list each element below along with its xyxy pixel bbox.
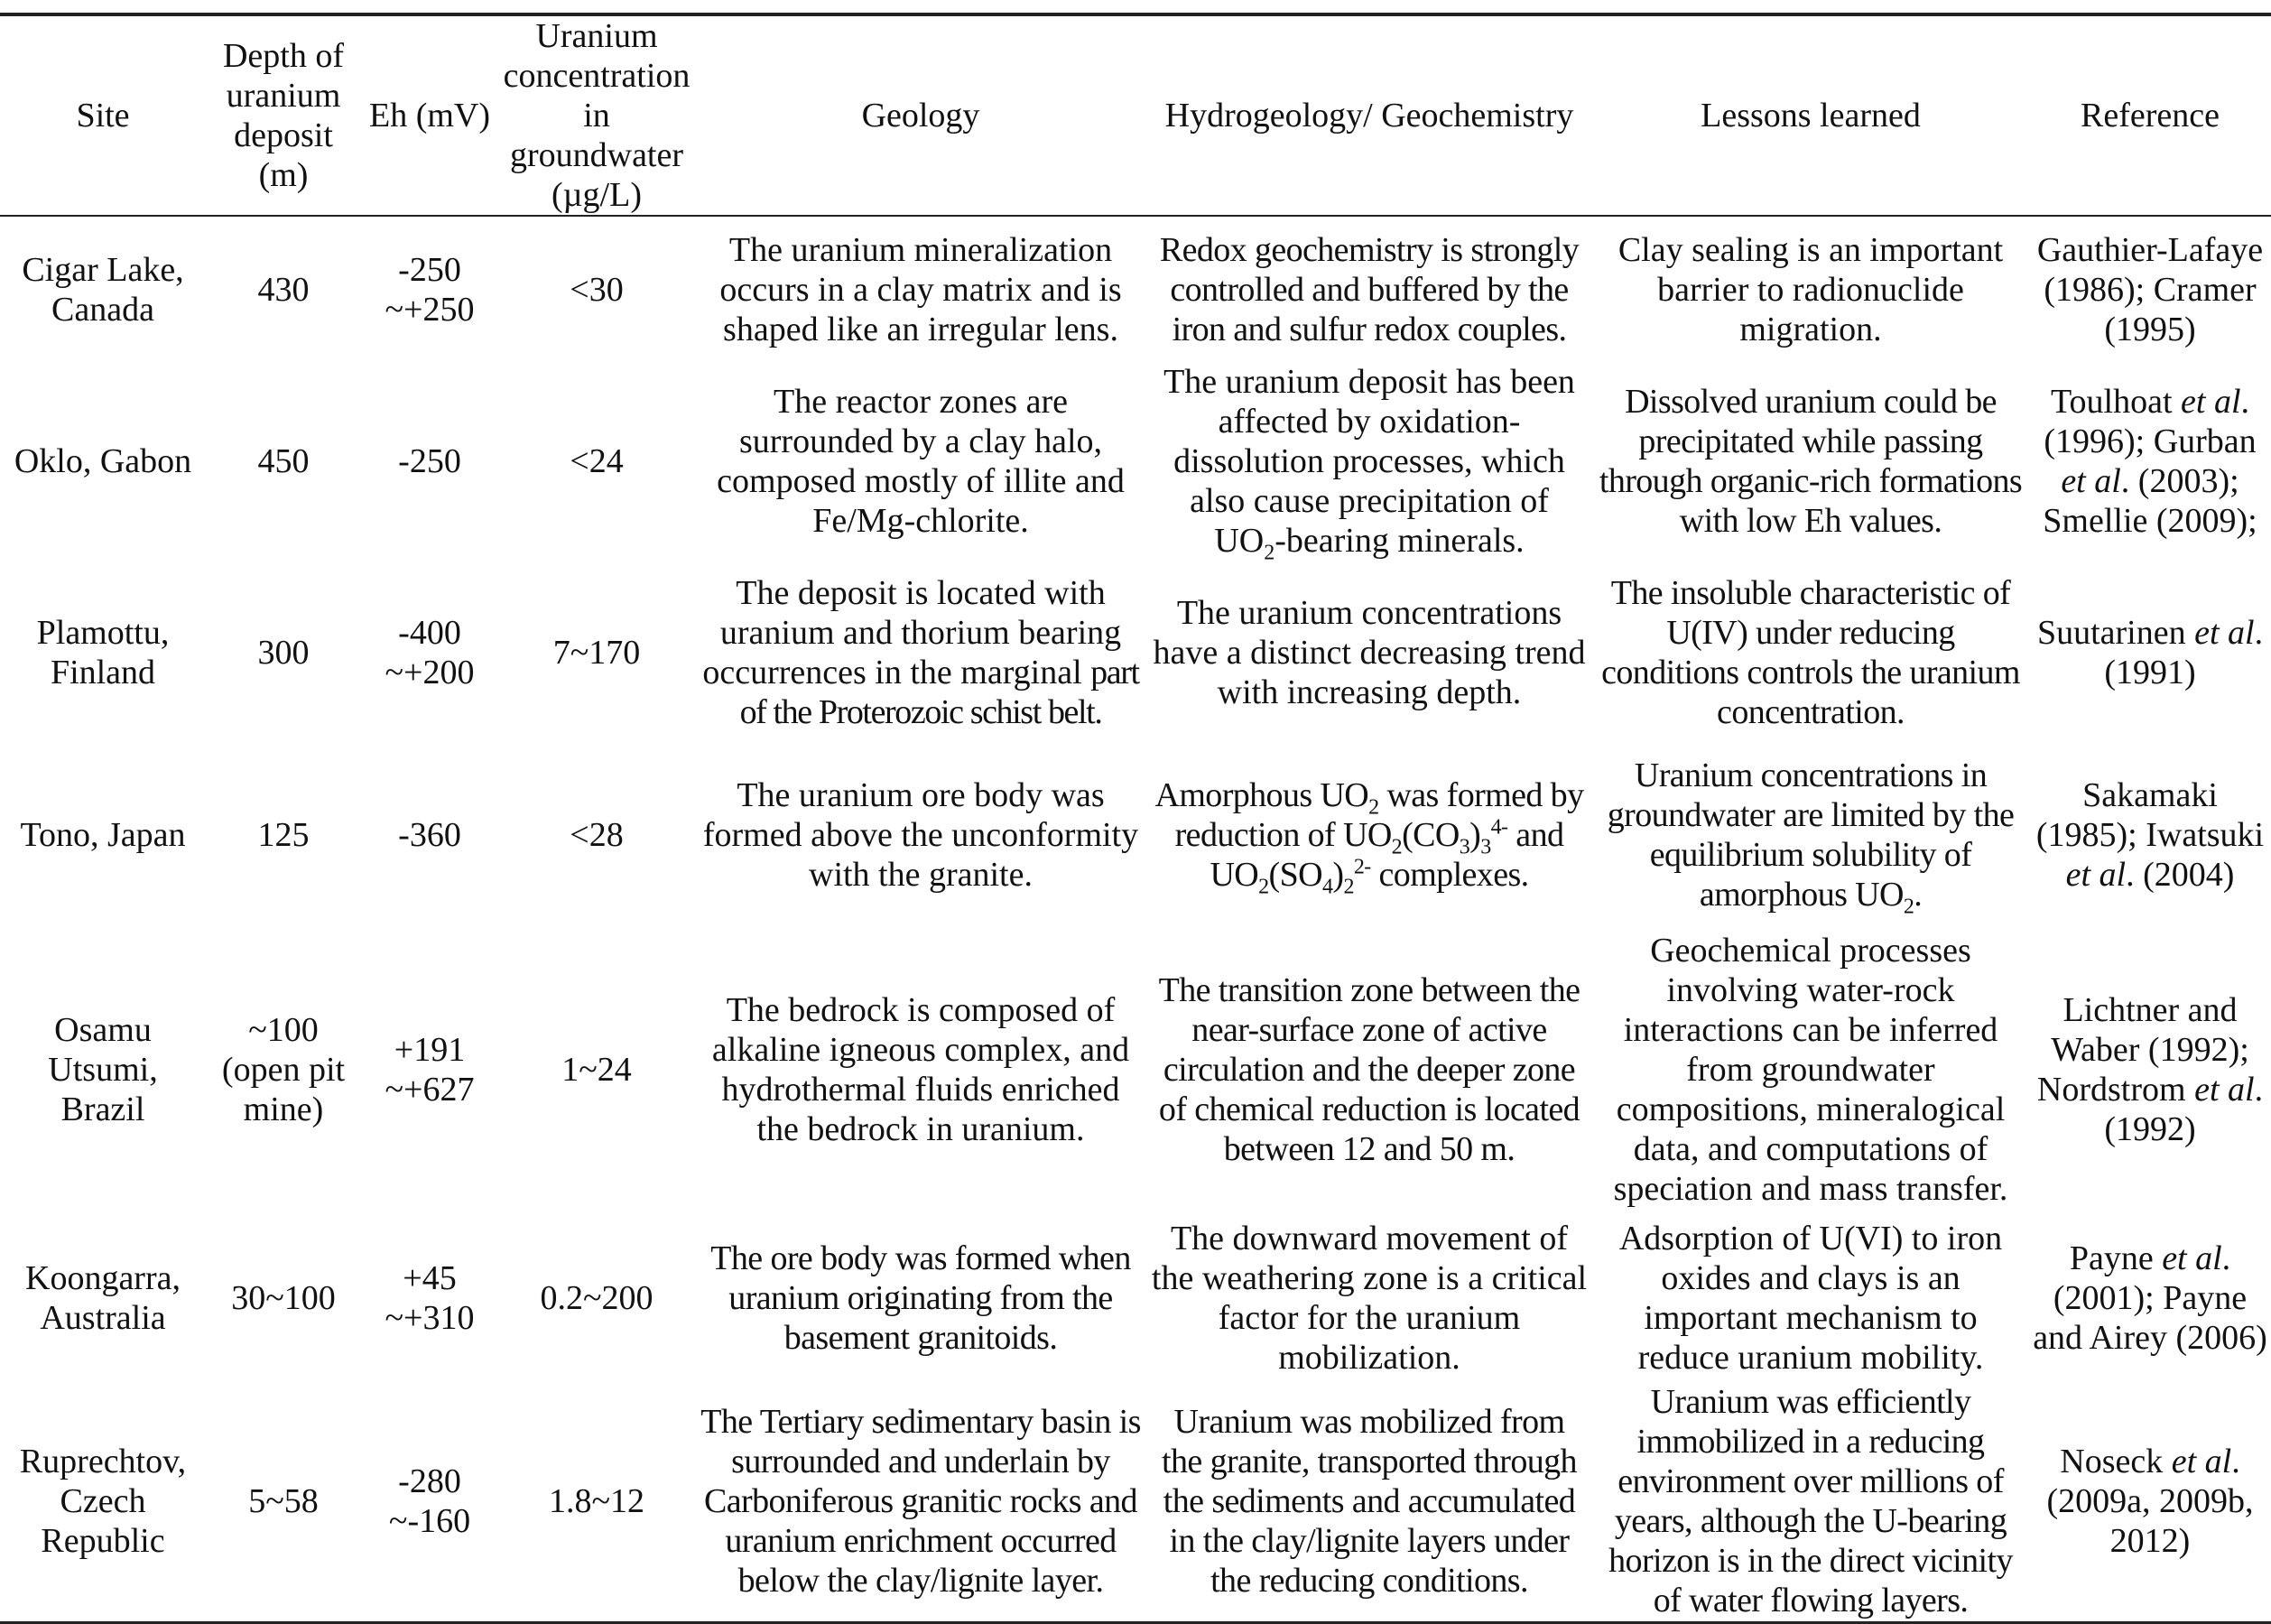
header-row: [0, 14, 2271, 216]
cell-geology: The bedrock is composed of alkaline igneous complex, and hydrothermal fluids enriched the bedrock in uranium.: [711, 991, 1130, 1148]
text-fragment: . (2009a, 2009b, 2012): [2046, 1443, 2254, 1561]
cell-uranium-concentration: 1.8~12: [498, 1382, 695, 1622]
cell-uranium-concentration: 0.2~200: [540, 1279, 653, 1317]
et-al: et al: [2065, 856, 2127, 894]
table-row: [0, 1382, 2271, 1622]
cell-depth: 125: [257, 816, 310, 854]
table-row: [0, 925, 2271, 1214]
text-fragment: Toulhoat: [2050, 383, 2173, 421]
text-fragment: part of the Proterozoic schist belt.: [739, 654, 1139, 731]
cell-depth: 5~58: [206, 1382, 361, 1622]
cell-eh: +45 ~+310: [385, 1259, 475, 1337]
cell-lessons: The insoluble characteristic of U(IV) under reducing conditions controls the uranium concentration.: [1601, 574, 2020, 731]
text-fragment: . (1992): [2104, 1071, 2264, 1148]
et-al: et al: [2181, 383, 2241, 421]
text-fragment: .: [1914, 876, 1923, 914]
cell-reference: [2029, 1214, 2271, 1382]
et-al: et al: [2194, 1071, 2255, 1109]
cell-geology: The uranium ore body was formed above the unconformity with the granite.: [702, 776, 1139, 894]
superscript: 4-: [1490, 815, 1508, 840]
cell-site: Osamu Utsumi, Brazil: [48, 1011, 158, 1128]
subscript: 3: [1480, 835, 1491, 859]
header-geology: Geology: [695, 14, 1146, 216]
text-fragment: (CO: [1402, 816, 1460, 854]
cell-eh: -360: [398, 816, 461, 854]
header-depth: Depth of uranium deposit (m): [206, 14, 361, 216]
table-wrapper: [0, 13, 2271, 1624]
text-fragment: . (2004): [2126, 856, 2235, 894]
et-al: et al: [2194, 614, 2255, 652]
cell-site: Plamottu, Finland: [36, 614, 170, 691]
cell-lessons: Geochemical processes involving water-rock interactions can be inferred from groundwater compositions, mineralogical data, and computations of speciation and mass transfer.: [1613, 932, 2008, 1208]
text-fragment: complexes.: [1370, 856, 1529, 894]
table-row: [0, 362, 2271, 561]
cell-depth: 430: [257, 270, 310, 309]
text-fragment: Noseck: [2060, 1443, 2164, 1481]
header-hydrogeology: Hydrogeology/ Geochemistry: [1146, 14, 1592, 216]
cell-reference: [2029, 1382, 2271, 1622]
cell-lessons: Uranium was efficiently immobilized in a reducing environment over millions of years, although the U-bearing horizon is in the direct vicinity of water flowing layers.: [1592, 1382, 2029, 1622]
superscript: 2-: [1353, 855, 1371, 879]
cell-depth: 300: [257, 634, 310, 672]
subscript: 2: [1903, 895, 1914, 919]
header-uranium-concentration: Uranium concentration in groundwater (µg/L): [498, 14, 695, 216]
cell-uranium-concentration: 7~170: [552, 634, 641, 672]
cell-reference: Gauthier-Lafaye (1986); Cramer (1995): [2036, 230, 2264, 348]
subscript: 2: [1343, 875, 1354, 899]
cell-geology: The reactor zones are surrounded by a clay halo, composed mostly of illite and Fe/Mg-chlorite.: [717, 383, 1125, 540]
cell-geology: The Tertiary sedimentary basin is surrounded and underlain by Carboniferous granitic rocks and uranium enrichment occurred below the clay/lignite layer.: [695, 1382, 1146, 1622]
cell-reference: [2029, 362, 2271, 561]
text-fragment: The uranium deposit has been affected by oxidation-dissolution processes, which also cause precipitation of UO: [1163, 363, 1575, 560]
cell-uranium-concentration: <30: [570, 270, 624, 309]
header-site: Site: [0, 14, 206, 216]
text-fragment: ): [1332, 856, 1344, 894]
table-row: [0, 216, 2271, 362]
cell-site: Cigar Lake, Canada: [22, 250, 184, 329]
header-lessons: Lessons learned: [1592, 14, 2029, 216]
cell-lessons: Dissolved uranium could be precipitated while passing through organic-rich formations with low Eh values.: [1599, 383, 2023, 540]
cell-hydrogeology: The uranium concentrations have a distinct decreasing trend with increasing depth.: [1153, 594, 1586, 711]
text-fragment: was formed by reduction of UO: [1174, 776, 1584, 854]
cell-depth: ~100 (open pit mine): [221, 1011, 346, 1128]
cell-hydrogeology: [1146, 745, 1592, 925]
cell-uranium-concentration: 1~24: [561, 1051, 632, 1089]
text-fragment: Amorphous UO: [1154, 776, 1369, 814]
header-eh: Eh (mV): [361, 14, 498, 216]
table-row: [0, 561, 2271, 745]
text-fragment: . (2001); Payne and Airey (2006): [2033, 1239, 2267, 1357]
text-fragment: Sakamaki (1985); Iwatsuki: [2035, 776, 2265, 854]
cell-lessons: Clay sealing is an important barrier to radionuclide migration.: [1618, 230, 2004, 348]
cell-hydrogeology: Redox geochemistry is strongly controlled and buffered by the iron and sulfur redox couples.: [1159, 230, 1580, 348]
cell-uranium-concentration: <24: [570, 442, 624, 480]
cell-reference: [2029, 561, 2271, 745]
cell-eh: +191 ~+627: [385, 1031, 475, 1109]
text-fragment: Lichtner and Waber (1992); Nordstrom: [2036, 991, 2249, 1109]
text-fragment: -bearing minerals.: [1275, 522, 1525, 560]
subscript: 2: [1258, 875, 1269, 899]
subscript: 2: [1264, 541, 1275, 565]
text-fragment: Suutarinen: [2036, 614, 2186, 652]
cell-site: Oklo, Gabon: [14, 442, 192, 480]
text-fragment: Uranium concentrations in groundwater are limited by the equilibrium solubility of amorphous UO: [1607, 756, 2015, 914]
et-al: et al: [2171, 1443, 2232, 1481]
cell-depth: 30~100: [231, 1279, 336, 1317]
cell-hydrogeology: The transition zone between the near-surface zone of active circulation and the deeper zone of chemical reduction is located between 12 and 50 m.: [1158, 971, 1580, 1168]
cell-lessons: [1592, 745, 2029, 925]
et-al: et al: [2061, 462, 2121, 500]
text-fragment: ): [1469, 816, 1481, 854]
subscript: 2: [1391, 835, 1403, 859]
header-reference: Reference: [2029, 14, 2271, 216]
cell-site: Koongarra, Australia: [25, 1259, 181, 1337]
table-row: [0, 745, 2271, 925]
text-fragment: The deposit is located with uranium and thorium bearing occurrences in the marginal: [702, 574, 1122, 691]
text-fragment: Payne: [2069, 1239, 2154, 1277]
cell-reference: [2029, 925, 2271, 1214]
subscript: 2: [1368, 795, 1379, 820]
cell-geology: The uranium mineralization occurs in a clay matrix and is shaped like an irregular lens.: [719, 230, 1122, 348]
subscript: 3: [1459, 835, 1470, 859]
cell-eh: -250: [398, 442, 461, 480]
cell-lessons: Adsorption of U(VI) to iron oxides and clays is an important mechanism to reduce uranium mobility.: [1618, 1220, 2003, 1377]
table-row: [0, 1214, 2271, 1382]
cell-hydrogeology: Uranium was mobilized from the granite, transported through the sediments and accumulated in the clay/lignite layers under the reducing conditions.: [1146, 1382, 1592, 1622]
cell-geology: The ore body was formed when uranium originating from the basement granitoids.: [710, 1239, 1131, 1357]
subscript: 4: [1321, 875, 1333, 899]
cell-depth: 450: [257, 442, 310, 480]
cell-eh: -400 ~+200: [385, 614, 475, 691]
uranium-sites-table: [0, 13, 2271, 1624]
text-fragment: and UO: [1210, 816, 1564, 894]
text-fragment: (SO: [1268, 856, 1322, 894]
et-al: et al: [2162, 1239, 2222, 1277]
cell-hydrogeology: [1146, 362, 1592, 565]
cell-uranium-concentration: <28: [570, 816, 624, 854]
cell-eh: -280 ~-160: [361, 1382, 498, 1622]
text-fragment: . (1996); Gurban: [2044, 383, 2257, 460]
cell-hydrogeology: The downward movement of the weathering zone is a critical factor for the uranium mobilization.: [1151, 1220, 1588, 1377]
text-fragment: . (1991): [2104, 614, 2264, 691]
cell-site: Ruprechtov, Czech Republic: [0, 1382, 206, 1622]
text-fragment: . (2003); Smellie (2009);: [2043, 462, 2257, 540]
cell-reference: [2029, 745, 2271, 925]
cell-site: Tono, Japan: [20, 816, 186, 854]
cell-geology: [695, 561, 1146, 745]
cell-eh: -250 ~+250: [385, 250, 475, 329]
